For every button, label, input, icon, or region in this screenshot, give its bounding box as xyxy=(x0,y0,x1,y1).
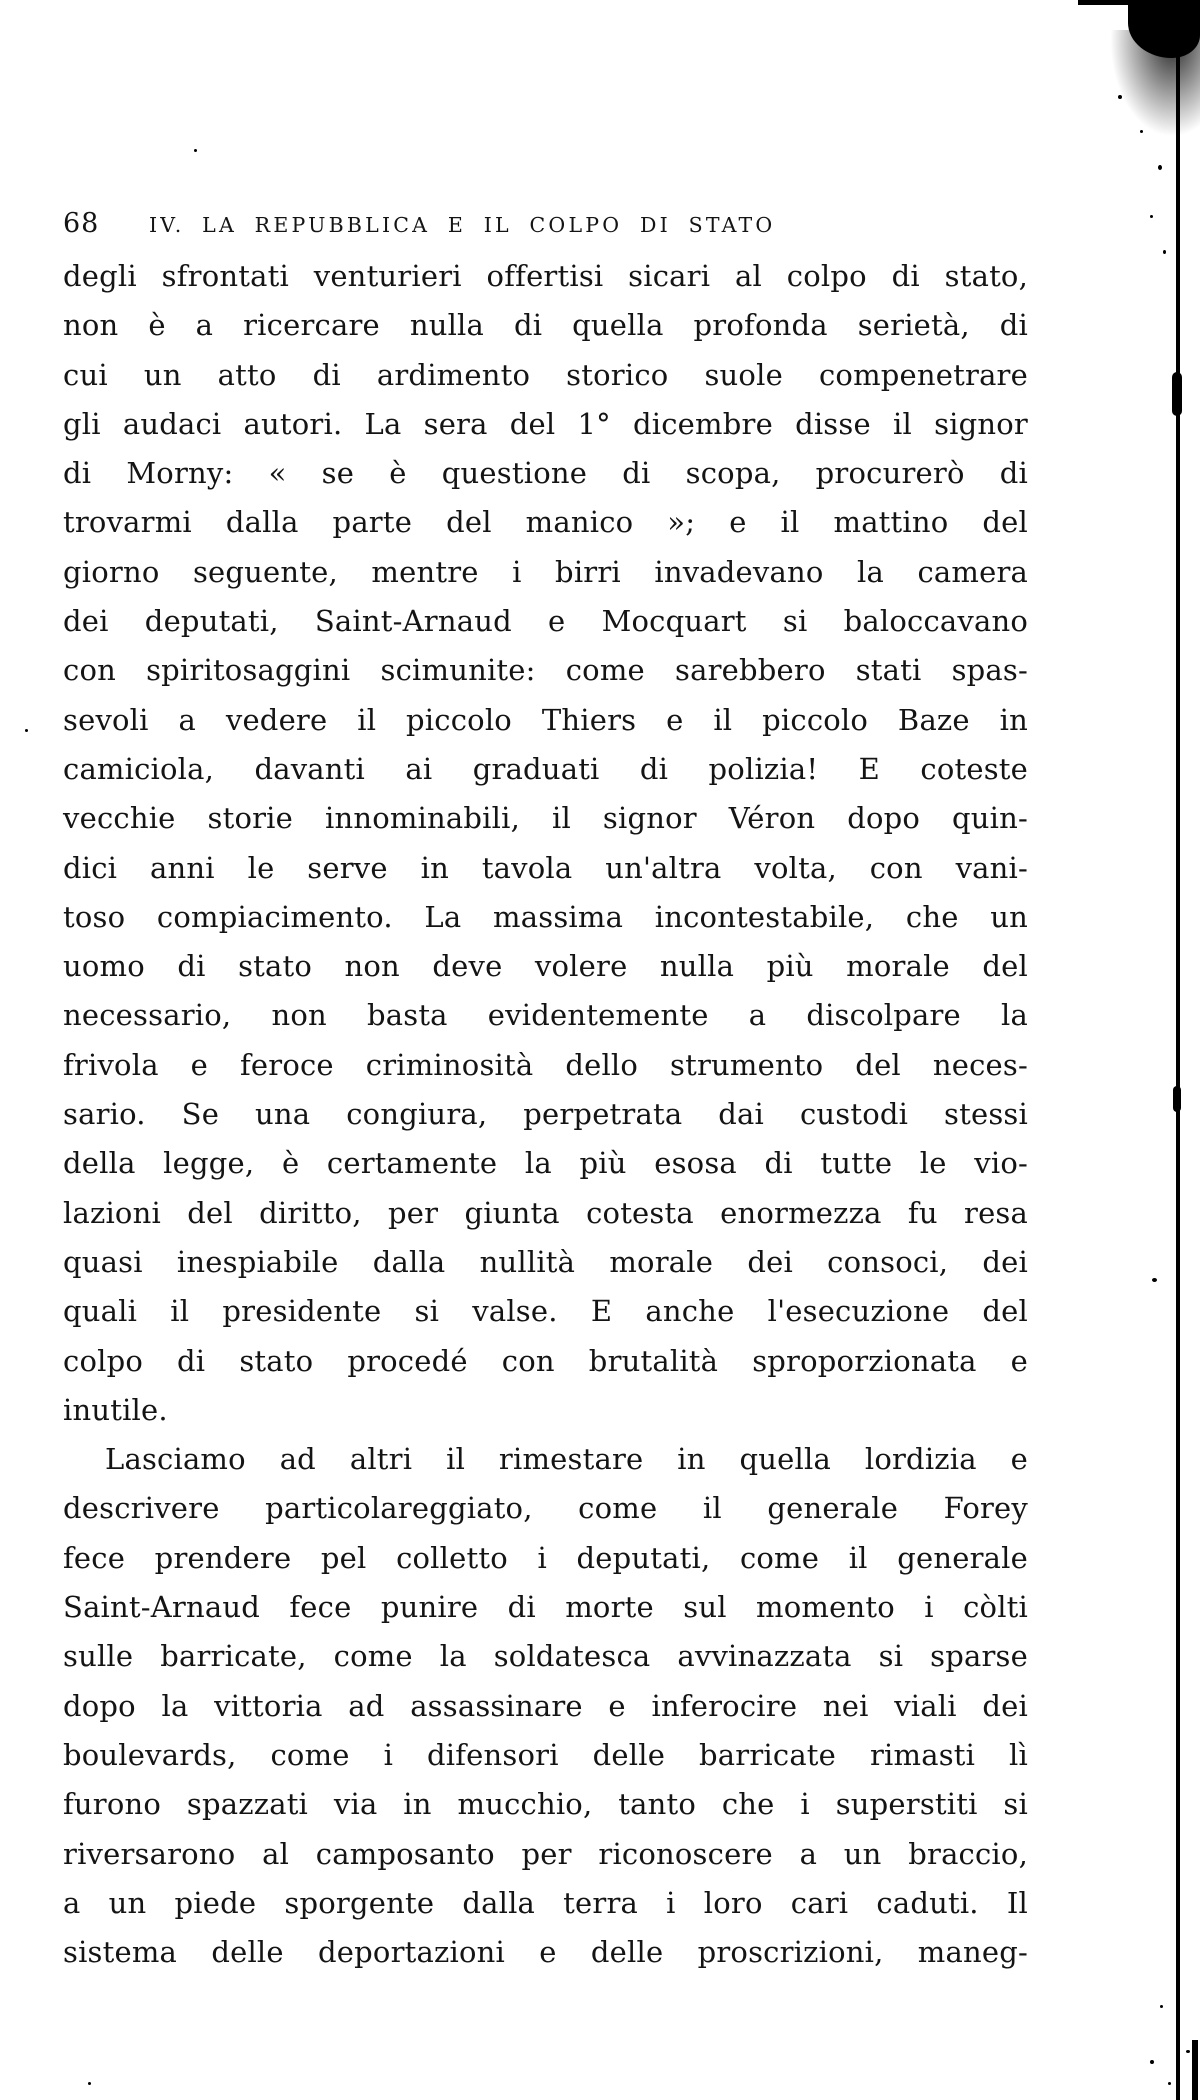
scan-speck xyxy=(1118,95,1122,99)
scan-speck xyxy=(1140,130,1143,133)
running-header-title: IV. LA REPUBBLICA E IL COLPO DI STATO xyxy=(149,213,776,237)
scan-speck xyxy=(1150,2060,1154,2064)
text-line: sario. Se una congiura, perpetrata dai custodi stessi xyxy=(63,1097,1028,1132)
scan-speck xyxy=(194,149,197,152)
text-line: quasi inespiabile dalla nullità morale dei consoci, dei xyxy=(63,1244,1028,1279)
text-line: con spiritosaggini scimunite: come sarebbero stati spas- xyxy=(63,653,1028,688)
text-line: degli sfrontati venturieri offertisi sicari al colpo di stato, xyxy=(63,259,1028,293)
text-line: dei deputati, Saint-Arnaud e Mocquart si baloccavano xyxy=(63,604,1028,639)
text-line: a un piede sporgente dalla terra i loro cari caduti. Il xyxy=(63,1885,1028,1920)
text-line: fece prendere pel colletto i deputati, come il generale xyxy=(63,1540,1028,1575)
text-line: vecchie storie innominabili, il signor Véron dopo quin- xyxy=(63,801,1028,836)
text-line: toso compiacimento. La massima incontestabile, che un xyxy=(63,899,1028,934)
text-line: non è a ricercare nulla di quella profonda serietà, di xyxy=(63,308,1028,343)
text-line: descrivere particolareggiato, come il generale Forey xyxy=(63,1491,1028,1526)
scan-speck xyxy=(1150,215,1153,218)
scan-speck xyxy=(1168,2082,1171,2085)
text-line: sistema delle deportazioni e delle proscrizioni, maneg- xyxy=(63,1935,1028,1970)
text-line: Saint-Arnaud fece punire di morte sul momento i còlti xyxy=(63,1590,1028,1625)
text-line: riversarono al camposanto per riconoscere a un braccio, xyxy=(63,1836,1028,1871)
text-line: uomo di stato non deve volere nulla più morale del xyxy=(63,949,1028,984)
page-header xyxy=(63,206,1028,246)
text-line: sevoli a vedere il piccolo Thiers e il piccolo Baze in xyxy=(63,702,1028,737)
text-line: lazioni del diritto, per giunta cotesta enormezza fu resa xyxy=(63,1195,1028,1230)
text-line: Lasciamo ad altri il rimestare in quella lordizia e xyxy=(105,1442,1028,1477)
text-line: colpo di stato procedé con brutalità sproporzionata e xyxy=(63,1343,1028,1378)
scan-edge-blob-artifact xyxy=(1172,372,1182,416)
text-line: quali il presidente si valse. E anche l'esecuzione del xyxy=(63,1294,1028,1329)
text-line: della legge, è certamente la più esosa di tutte le vio- xyxy=(63,1146,1028,1181)
page-number: 68 xyxy=(63,208,100,239)
text-line: frivola e feroce criminosità dello strumento del neces- xyxy=(63,1047,1028,1082)
paragraph xyxy=(63,1435,1028,1977)
text-line: trovarmi dalla parte del manico »; e il mattino del xyxy=(63,505,1028,540)
text-line: furono spazzati via in mucchio, tanto che i superstiti si xyxy=(63,1787,1028,1822)
text-line: boulevards, come i difensori delle barricate rimasti lì xyxy=(63,1737,1028,1772)
scan-speck xyxy=(1152,1278,1157,1282)
scan-top-smudge-artifact xyxy=(1108,30,1200,140)
text-line: di Morny: « se è questione di scopa, procurerò di xyxy=(63,456,1028,491)
text-line: dici anni le serve in tavola un'altra volta, con vani- xyxy=(63,850,1028,885)
scan-speck xyxy=(1160,2005,1163,2008)
scan-edge-line-artifact xyxy=(1176,0,1180,2100)
text-line: inutile. xyxy=(63,1392,168,1427)
scan-speck xyxy=(1163,250,1166,254)
text-line: cui un atto di ardimento storico suole compenetrare xyxy=(63,357,1028,392)
text-body xyxy=(63,252,1028,1977)
paragraph xyxy=(63,252,1028,1435)
text-line: camiciola, davanti ai graduati di polizia! E coteste xyxy=(63,751,1028,786)
text-line: gli audaci autori. La sera del 1° dicembre disse il signor xyxy=(63,406,1028,441)
text-line: giorno seguente, mentre i birri invadevano la camera xyxy=(63,554,1028,589)
scan-speck xyxy=(25,729,28,732)
text-line: dopo la vittoria ad assassinare e inferocire nei viali dei xyxy=(63,1688,1028,1723)
scan-edge-blob-artifact xyxy=(1173,1086,1181,1112)
text-line: necessario, non basta evidentemente a discolpare la xyxy=(63,998,1028,1033)
scan-speck xyxy=(1158,165,1162,170)
text-line: sulle barricate, come la soldatesca avvinazzata si sparse xyxy=(63,1639,1028,1674)
scan-speck xyxy=(88,2082,91,2085)
scan-speck xyxy=(1186,2050,1190,2053)
scan-corner-mark-artifact xyxy=(1192,2040,1198,2100)
